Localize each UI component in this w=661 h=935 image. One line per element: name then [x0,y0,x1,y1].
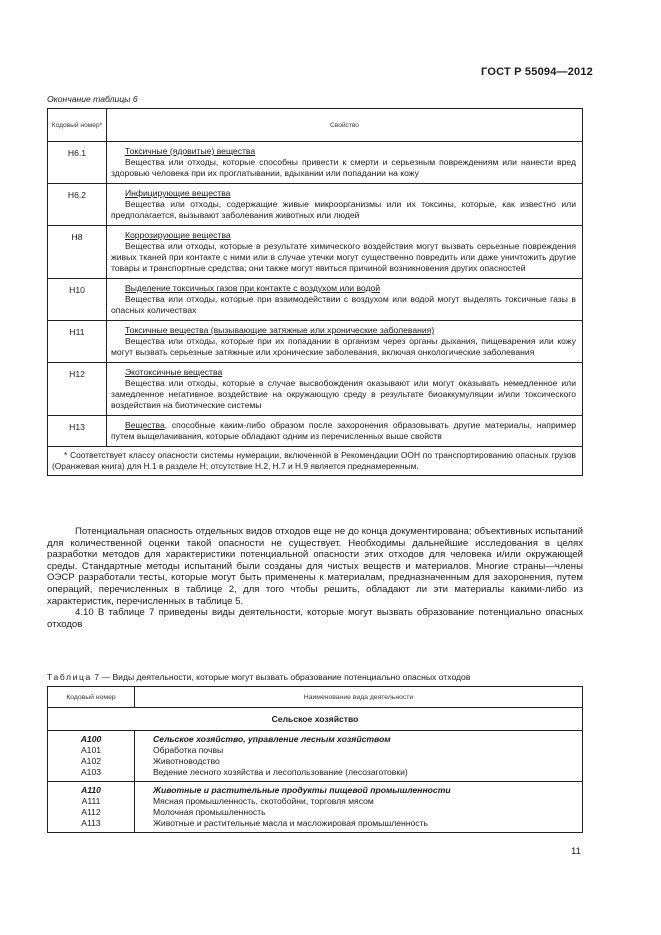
page-number: 11 [571,846,581,857]
table6-property [107,142,583,184]
table7-body [48,708,583,833]
table6-property-desc: Вещества или отходы, которые в результате химического воздействия могут вызвать серьезные повреждения живых тканей при контакте с ними или в случае утечки могут существенно повредить или даже уничтожить другие товары и транспортные средства; они также могут явиться причиной возникновения других опасностей [111,241,576,273]
table6-property [107,321,583,363]
table7-item-name: Мясная промышленность, скотобойни, торговля мясом [153,796,374,806]
table7-item-code: A111 [81,796,101,806]
table6-property-name: Коррозирующие вещества [125,230,231,240]
table7-item-code: A112 [81,807,101,817]
table7-codes [48,731,135,782]
table7-names [135,731,583,782]
table6-property-desc: Вещества или отходы, которые в случае высвобождения оказывают или могут оказывать немедленное или замедленное негативное воздействие на окружающую среду в результате биоаккумуляции и/или токсического воздействия на биотические системы [111,378,576,410]
table6-code: H6.1 [48,142,107,184]
table7-section-row [48,708,583,731]
table7-item-code: A101 [80,745,102,755]
table7-names [135,782,583,833]
table6-code: H11 [48,321,107,363]
table7-group-name: Сельское хозяйство, управление лесным хозяйством [153,734,391,744]
table7-item-name: Ведение лесного хозяйства и лесопользование (лесозаготовки) [153,767,408,777]
table6-footnote: * Соответствует классу опасности системы нумерации, включенной в Рекомендации ООН по транспортированию опасных грузов (Оранжевая книга) для H.1 в разделе H; отсутствие H.2, H.7 и H.9 является преднамеренным. [52,450,576,471]
body-text [47,526,583,630]
table6-property-desc: Вещества или отходы, которые при взаимодействии с воздухом или водой могут выделять токсичные газы в опасных количествах [111,294,576,315]
table6-name-h13: Вещества [125,420,165,430]
table6-property [107,279,583,321]
table6-code: H13 [48,416,107,447]
table6-property-desc: Вещества или отходы, которые при их попадании в организм через органы дыхания, пищеварения или кожу могут вызвать серьезные затяжные или хронические заболевания, включая онкологические заболевания [111,336,576,357]
table6-property-desc: Вещества или отходы, которые способны привести к смерти и серьезным повреждениям или нанести вред здоровью человека при их проглатывании, вдыхании или попадании на кожу [111,157,576,178]
table6-property-name: Токсичные вещества (вызывающие затяжные или хронические заболевания) [125,325,435,335]
table6-code: H10 [48,279,107,321]
table6-desc-h13-text: , способные каким-либо образом после захоронения образовывать другие материалы, например путем выщелачивания, которые обладают одним из перечисленных выше свойств [111,420,576,441]
table6-row [48,321,583,363]
table-7 [47,686,583,833]
paragraph-potential-hazard: Потенциальная опасность отдельных видов отходов еще не до конца документирована; объективных испытаний для количественной оценки такой опасности не существует. Необходимы дальнейшие исследования в целях разработки методов для характеристики потенциальной опасности этих отходов для человека и/или окружающей среды. Стандартные методы испытаний были созданы для чистых веществ и материалов. Многие страны—члены ОЭСР разработали тесты, которые могут быть применены к материалам, предназначенным для захоронения, путем операций, перечисленных в таблице 2, для того чтобы решить, обладают ли эти материалы какими-либо из характеристик, перечисленных в таблице 5. [47,526,583,607]
table7-item-name: Животные и растительные масла и масложировая промышленность [153,818,429,828]
table7-section-agriculture: Сельское хозяйство [48,708,583,731]
table6-caption: Окончание таблицы 6 [47,94,138,104]
table6-body [48,142,583,476]
table6-row [48,142,583,184]
table6-code: H8 [48,226,107,279]
table6-property-name: Токсичные (ядовитые) вещества [125,146,256,156]
table7-item-name: Обработка почвы [153,745,224,755]
table-6 [47,108,583,476]
table6-property-name: Инфицирующие вещества [125,188,231,198]
table6-code: H6.2 [48,184,107,226]
table7-group-code: A110 [81,785,101,795]
table7-item-code: A113 [81,818,101,828]
table6-row-h13 [48,416,583,447]
table6-col-property: Свойство [107,109,583,142]
table7-caption-prefix: Таблица [47,672,92,682]
table7-caption-title: 7 — Виды деятельности, которые могут вызвать образование потенциально опасных отходов [91,672,471,682]
table7-header-row [48,687,583,708]
table6-property-desc: Вещества или отходы, содержащие живые микроорганизмы или их токсины, которые, как известно или предполагается, вызывают заболевания животных или людей [111,199,576,220]
table6-row [48,226,583,279]
table7-caption [47,672,470,682]
document-standard-number: ГОСТ Р 55094—2012 [481,66,593,78]
table6-property [107,416,583,447]
table7-codes [48,782,135,833]
table6-property-name: Экотоксичные вещества [125,367,223,377]
paragraph-4-10: 4.10 В таблице 7 приведены виды деятельности, которые могут вызвать образование потенциально опасных отходов [47,607,583,630]
table7-group-row [48,782,583,833]
table6-property [107,226,583,279]
table6-property-name: Выделение токсичных газов при контакте с воздухом или водой [125,283,381,293]
table7-group-code: A100 [80,734,102,744]
table6-row [48,279,583,321]
table6-code: H12 [48,363,107,416]
table6-row [48,363,583,416]
table6-col-code: Кодовый номер* [48,109,107,142]
table7-item-code: A103 [80,767,102,777]
table7-group-name: Животные и растительные продукты пищевой промышленности [153,785,451,795]
table7-item-name: Молочная промышленность [153,807,266,817]
table7-col-name: Наименование вида деятельности [135,687,583,708]
table7-col-code: Кодовый номер [48,687,135,708]
table6-header-row [48,109,583,142]
table6-footnote-row [48,447,583,476]
table6-property [107,363,583,416]
table7-group-row [48,731,583,782]
table7-item-name: Животноводство [153,756,220,766]
table7-item-code: A102 [80,756,102,766]
table6-desc-h13 [111,420,576,442]
table6-footnote-cell [48,447,583,476]
table6-property [107,184,583,226]
table6-row [48,184,583,226]
